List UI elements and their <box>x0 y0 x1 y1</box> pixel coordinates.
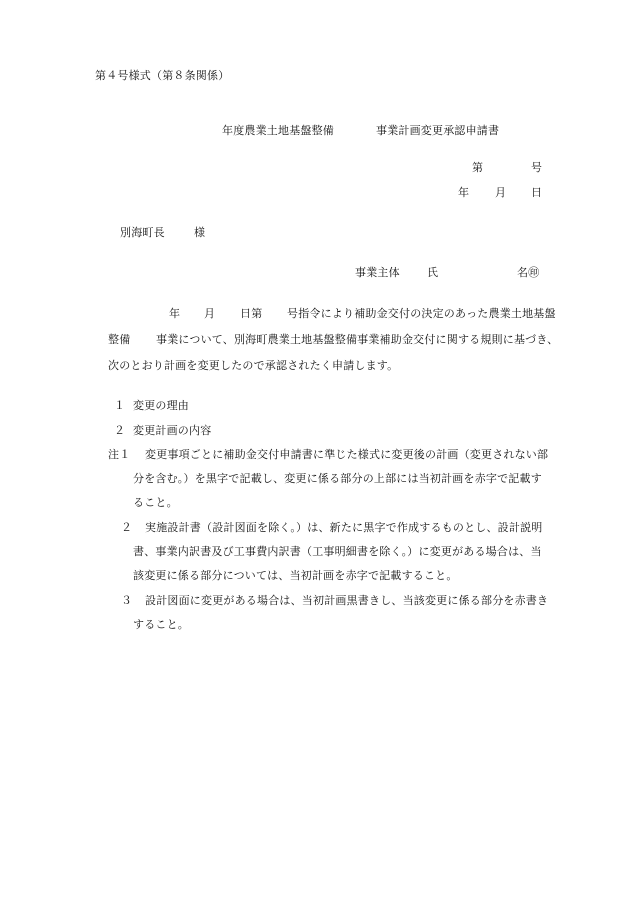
form-label: 第４号様式（第８条関係） <box>95 69 230 82</box>
note-3-line-2: すること。 <box>133 618 189 631</box>
body-line-2: 事業について、別海町農業土地基盤整備事業補助金交付に関する規則に基づき、 <box>156 333 559 346</box>
date-month: 月 <box>495 186 507 199</box>
note-1-line-1: 変更事項ごとに補助金交付申請書に準じた様式に変更後の計画（変更されない部 <box>145 448 549 461</box>
applicant-shi: 氏 <box>427 266 439 279</box>
note-1-line-2: 分を含む。）を黒字で記載し、変更に係る部分の上部には当初計画を赤字で記載す <box>133 472 542 485</box>
item-1-text: 変更の理由 <box>133 399 189 412</box>
body-month: 月 <box>204 307 216 320</box>
note-3-line-1: 設計図面に変更がある場合は、当初計画黒書きし、当該変更に係る部分を赤書き <box>145 594 549 607</box>
document-title-prefix: 年度農業土地基盤整備 <box>222 124 334 137</box>
body-seibi: 整備 <box>108 333 131 346</box>
applicant-name-seal: 名㊞ <box>517 266 540 279</box>
item-2-text: 変更計画の内容 <box>133 424 212 437</box>
document-title: 事業計画変更承認申請書 <box>376 124 500 137</box>
applicant-label: 事業主体 <box>355 266 400 279</box>
item-1-number: １ <box>114 399 126 412</box>
addressee-name: 別海町長 <box>120 226 165 239</box>
number-dai: 第 <box>472 161 484 174</box>
date-day: 日 <box>531 186 543 199</box>
note-2-line-2: 書、事業内訳書及び工事費内訳書（工事明細書を除く。）に変更がある場合は、当 <box>133 545 542 558</box>
note-1-line-3: ること。 <box>133 496 178 509</box>
note-head: 注１ <box>108 448 131 461</box>
item-2-number: ２ <box>114 424 126 437</box>
date-year: 年 <box>458 186 470 199</box>
body-year: 年 <box>169 307 181 320</box>
addressee-honorific: 様 <box>194 226 206 239</box>
body-line-1: 号指令により補助金交付の決定のあった農業土地基盤 <box>287 307 556 320</box>
note-2-line-1: 実施設計書（設計図面を除く。）は、新たに黒字で作成するものとし、設計説明 <box>145 521 543 534</box>
body-day-dai: 日第 <box>240 307 263 320</box>
note-2-number: ２ <box>121 521 133 534</box>
number-go: 号 <box>531 161 543 174</box>
note-3-number: ３ <box>121 594 133 607</box>
note-2-line-3: 該変更に係る部分については、当初計画を赤字で記載すること。 <box>133 569 458 582</box>
body-line-3: 次のとおり計画を変更したので承認されたく申請します。 <box>108 359 399 372</box>
